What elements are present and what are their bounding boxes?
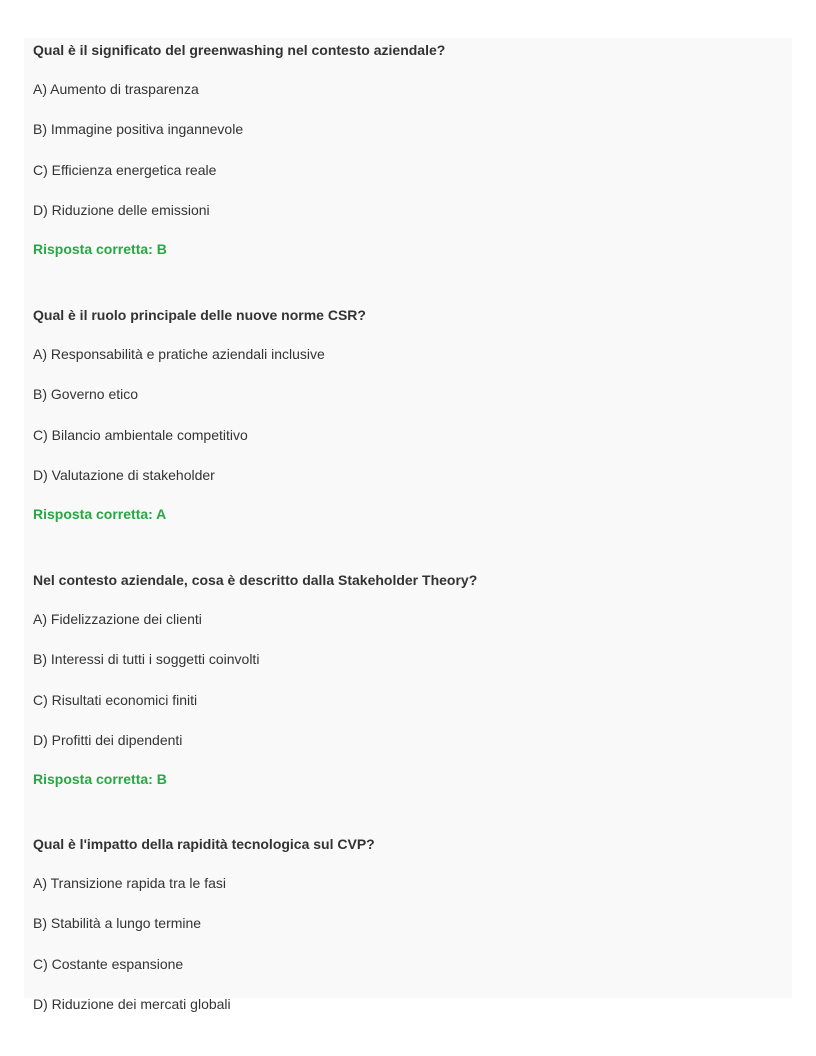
answer-option-a: A) Responsabilità e pratiche aziendali inclusive bbox=[33, 346, 325, 362]
answer-option-d: D) Profitti dei dipendenti bbox=[33, 732, 183, 748]
answer-option-c: C) Efficienza energetica reale bbox=[33, 162, 217, 178]
question-text: Qual è l'impatto della rapidità tecnologica sul CVP? bbox=[33, 836, 375, 852]
answer-option-a: A) Aumento di trasparenza bbox=[33, 81, 199, 97]
question-text: Nel contesto aziendale, cosa è descritto dalla Stakeholder Theory? bbox=[33, 572, 478, 588]
answer-option-d: D) Valutazione di stakeholder bbox=[33, 467, 215, 483]
answer-option-d: D) Riduzione dei mercati globali bbox=[33, 996, 231, 1012]
answer-option-b: B) Interessi di tutti i soggetti coinvolti bbox=[33, 651, 260, 667]
answer-option-c: C) Bilancio ambientale competitivo bbox=[33, 427, 248, 443]
question-text: Qual è il significato del greenwashing nel contesto aziendale? bbox=[33, 42, 446, 58]
correct-answer: Risposta corretta: A bbox=[33, 506, 167, 522]
answer-option-b: B) Immagine positiva ingannevole bbox=[33, 121, 244, 137]
answer-option-c: C) Costante espansione bbox=[33, 956, 184, 972]
correct-answer: Risposta corretta: B bbox=[33, 771, 167, 787]
answer-option-c: C) Risultati economici finiti bbox=[33, 692, 198, 708]
answer-option-a: A) Fidelizzazione dei clienti bbox=[33, 611, 202, 627]
answer-option-b: B) Stabilità a lungo termine bbox=[33, 915, 202, 931]
correct-answer: Risposta corretta: B bbox=[33, 241, 167, 257]
answer-option-b: B) Governo etico bbox=[33, 386, 139, 402]
quiz-panel bbox=[24, 38, 792, 1012]
answer-option-d: D) Riduzione delle emissioni bbox=[33, 202, 210, 218]
answer-option-a: A) Transizione rapida tra le fasi bbox=[33, 875, 226, 891]
question-text: Qual è il ruolo principale delle nuove norme CSR? bbox=[33, 307, 366, 323]
